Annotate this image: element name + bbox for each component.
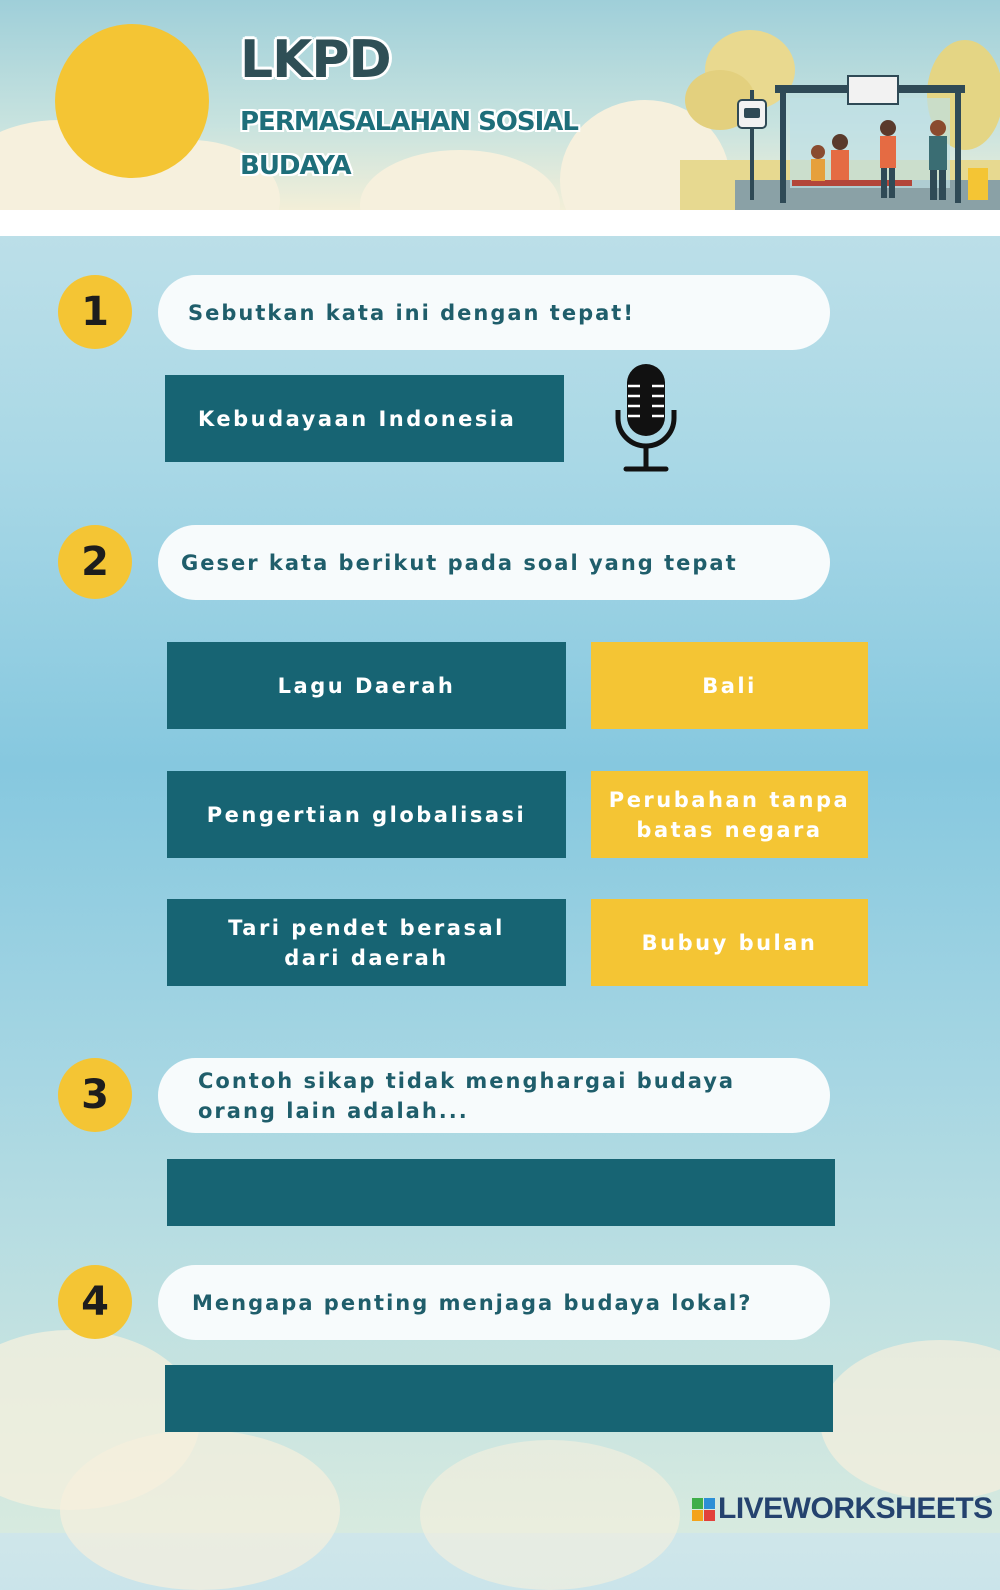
question-3-prompt: Contoh sikap tidak menghargai budaya orang lain adalah...	[158, 1058, 830, 1133]
microphone-icon[interactable]	[612, 362, 680, 474]
question-number-1: 1	[58, 275, 132, 349]
sun-decoration	[55, 24, 209, 178]
match-prompt-2: Pengertian globalisasi	[167, 771, 566, 858]
drag-answer-2[interactable]: Perubahan tanpa batas negara	[591, 771, 868, 858]
brand-name: LIVEWORKSHEETS	[718, 1492, 993, 1525]
cloud-decoration	[820, 1340, 1000, 1500]
question-number-2: 2	[58, 525, 132, 599]
cloud-decoration	[420, 1440, 680, 1590]
page-title: LKPD	[240, 30, 391, 90]
liveworksheets-logo	[692, 1492, 993, 1526]
match-prompt-1: Lagu Daerah	[167, 642, 566, 729]
drag-answer-3[interactable]: Bubuy bulan	[591, 899, 868, 986]
question-1-prompt: Sebutkan kata ini dengan tepat!	[158, 275, 830, 350]
answer-field-3[interactable]	[167, 1159, 835, 1226]
question-2-prompt: Geser kata berikut pada soal yang tepat	[158, 525, 830, 600]
page-subtitle: PERMASALAHAN SOSIAL BUDAYA	[240, 107, 578, 181]
question-number-3: 3	[58, 1058, 132, 1132]
brand-logo-mark	[692, 1498, 715, 1521]
word-card-1: Kebudayaan Indonesia	[165, 375, 564, 462]
drag-answer-1[interactable]: Bali	[591, 642, 868, 729]
question-4-prompt: Mengapa penting menjaga budaya lokal?	[158, 1265, 830, 1340]
question-number-4: 4	[58, 1265, 132, 1339]
cloud-decoration	[60, 1430, 340, 1590]
header-divider	[0, 210, 1000, 236]
match-prompt-3: Tari pendet berasal dari daerah	[167, 899, 566, 986]
answer-field-4[interactable]	[165, 1365, 833, 1432]
header-banner	[0, 0, 1000, 210]
bus-stop-illustration	[680, 20, 1000, 210]
